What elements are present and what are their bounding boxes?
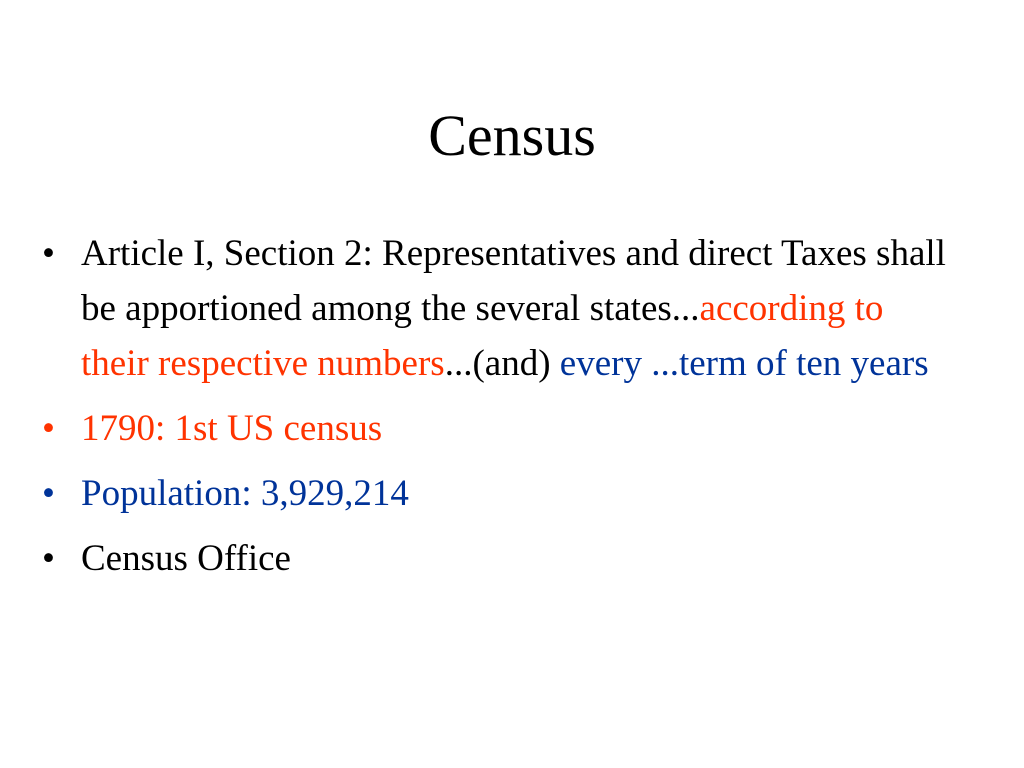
bullet-dot-icon: •	[42, 233, 55, 274]
article-highlight-red: according to their respective numbers	[81, 288, 884, 384]
bullet-dot-icon: •	[42, 408, 55, 449]
bullet-item-first-census	[40, 401, 960, 456]
bullet-item-census-office	[40, 531, 960, 586]
slide-title: Census	[428, 103, 596, 168]
bullet-list	[40, 226, 960, 596]
article-text: Article I, Section 2: Representatives and direct Taxes shall be apportioned among the several states...	[81, 233, 946, 329]
bullet-dot-icon: •	[42, 538, 55, 579]
bullet-dot-icon: •	[42, 473, 55, 514]
bullet-item-population	[40, 466, 960, 521]
article-connector-text: ...(and)	[444, 343, 560, 384]
population-text: Population: 3,929,214	[81, 473, 409, 514]
bullet-text	[81, 233, 946, 384]
census-office-text: Census Office	[81, 538, 291, 579]
article-highlight-blue: every ...term of ten years	[559, 343, 929, 384]
first-census-text: 1790: 1st US census	[81, 408, 383, 449]
bullet-item-article	[40, 226, 960, 391]
